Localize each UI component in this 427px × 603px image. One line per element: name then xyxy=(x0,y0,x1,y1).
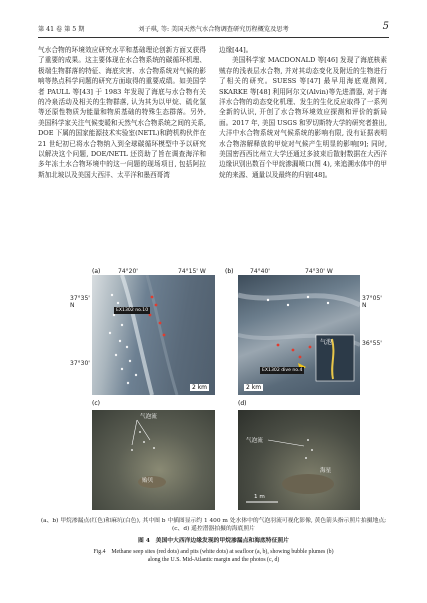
caption-title-zh: 图 4 美国中大西洋边缘发现的甲烷渗漏点和海底特征照片 xyxy=(138,538,289,544)
caption-note-line2: (c、d) 遥控潜器拍摄的海底照片 xyxy=(172,526,255,532)
dive-tag-b: EX1302 dive no.4 xyxy=(262,368,303,373)
lon-tick: 74°40' xyxy=(250,268,270,275)
right-text-column xyxy=(219,45,387,180)
panel-label-b: (b) xyxy=(225,268,234,275)
panel-label-a: (a) xyxy=(92,268,101,275)
scale-label-a: 2 km xyxy=(191,384,207,391)
header-rule xyxy=(38,37,389,38)
lat-tick: 37°35' N xyxy=(70,295,90,309)
caption-note-line1: (a、b) 甲烷渗漏点(红色)和麻坑(白色), 其中图 b 中插图显示约 1 400 m 处水体中的气泡羽流可视化影像, 黄色箭头指示照片拍摄地点; xyxy=(40,518,387,524)
lat-tick: 36°55' xyxy=(362,340,382,347)
figure-panel-a xyxy=(92,275,215,395)
dive-tag-a: EX1302 no.10 xyxy=(116,308,149,313)
running-citation: 刘子琪, 等: 美国天然气水合物调查研究历程概览及思考 xyxy=(138,26,289,33)
photo-annotation: 气泡流 xyxy=(246,438,263,444)
photo-annotation: 海星 xyxy=(320,468,332,474)
issue-number: 第 41 卷 第 5 期 xyxy=(38,26,85,33)
scale-label-b: 2 km xyxy=(246,384,262,391)
panel-label-c: (c) xyxy=(92,400,100,407)
scale-label-d: 1 m xyxy=(254,494,265,500)
panel-label-d: (d) xyxy=(238,400,247,407)
caption-title-en-line2: along the U.S. Mid-Atlantic margin and the photos (c, d) xyxy=(147,557,280,563)
paragraph: 边缘[44]。 xyxy=(219,46,253,54)
figure-panel-d xyxy=(238,410,360,510)
lon-tick: 74°20' xyxy=(118,268,138,275)
seafloor-photo-c xyxy=(92,410,215,510)
paragraph: 美国科学家 MACDONALD 等[46] 发现了海底核素贼存的浅表层水合物, 并对其动态变化及附近的生物进行了相关的研究。SUESS 等[47] 最早用海底观测网, SKARKE 等[48] 利用阿尔文(Alvin)等先进潜器, 对于海洋水合物的动态变化机理、发生的生化反应取得了一系列全新的认识, 开创了水合物环境效应探测和评价的新局面。2017 年, 美国 USGS 和罗切斯特大学的研究者推出, 大洋中水合物系统对气候系统的影响有限, 没有证据表明水合物溶解释放的甲烷对气候产生明显的影响[9]; 同时, 美国密西西比州立大学还通过多波束后散射数据在大西洋边缘识别出数百个甲烷渗漏喷口(图 4), 来追溯水体中的甲烷的来源、通量以及最终的归宿[48]。 xyxy=(219,56,387,179)
bathymetry-map-b xyxy=(238,275,360,395)
lon-tick: 74°15' W xyxy=(178,268,206,275)
paragraph: 气水合物的环境效应研究水平和基础理论创新方面又获得了重要的成果。这主要体现在水合物系统的碳循环机理、极端生物群落的特征、海底灾害、水合物系统对气候的影响等热点科学问题的研究方面取得的重要成绩。如美国学者 PAULL 等[43] 于 1983 年发现了海底与水合物有关的冷泉活动及相关的生物群落, 认为其为以甲烷、硫化氢等还原性物质为能量和物质基础的特殊生态群落。另外, 美国科学家关注气候变暖和天然气水合物系统之间的关系, DOE 下属的国家能源技术实验室(NETL)和跨机构伙伴在 21 世纪初已将水合物纳入到全球碳循环模型中予以研究以解决这个问题, DOE/NETL 还资助了旨在调查海洋和多年冻土水合物环境中的这一问题的现场项目, 包括阿拉斯加北坡以及美国大西洋、太平洋和墨西哥湾 xyxy=(38,46,206,179)
bathymetry-map-a xyxy=(92,275,215,395)
inset-annotation: 气泡 xyxy=(320,339,333,346)
figure-panel-b xyxy=(238,275,360,395)
lat-tick: 37°30' xyxy=(70,360,90,367)
photo-annotation: 气泡流 xyxy=(140,414,157,420)
figure-panel-c xyxy=(92,410,215,510)
caption-title-en-line1: Fig.4 Methane seep sites (red dots) and pits (white dots) at seafloor (a, b), showing bubble plumes (b) xyxy=(93,549,334,555)
lat-tick: 37°05' N xyxy=(362,295,382,309)
page-number: 5 xyxy=(382,21,389,32)
lon-tick: 74°30' W xyxy=(305,268,333,275)
left-text-column xyxy=(38,45,206,180)
photo-annotation: 贻贝 xyxy=(142,478,154,484)
running-header xyxy=(38,21,389,36)
